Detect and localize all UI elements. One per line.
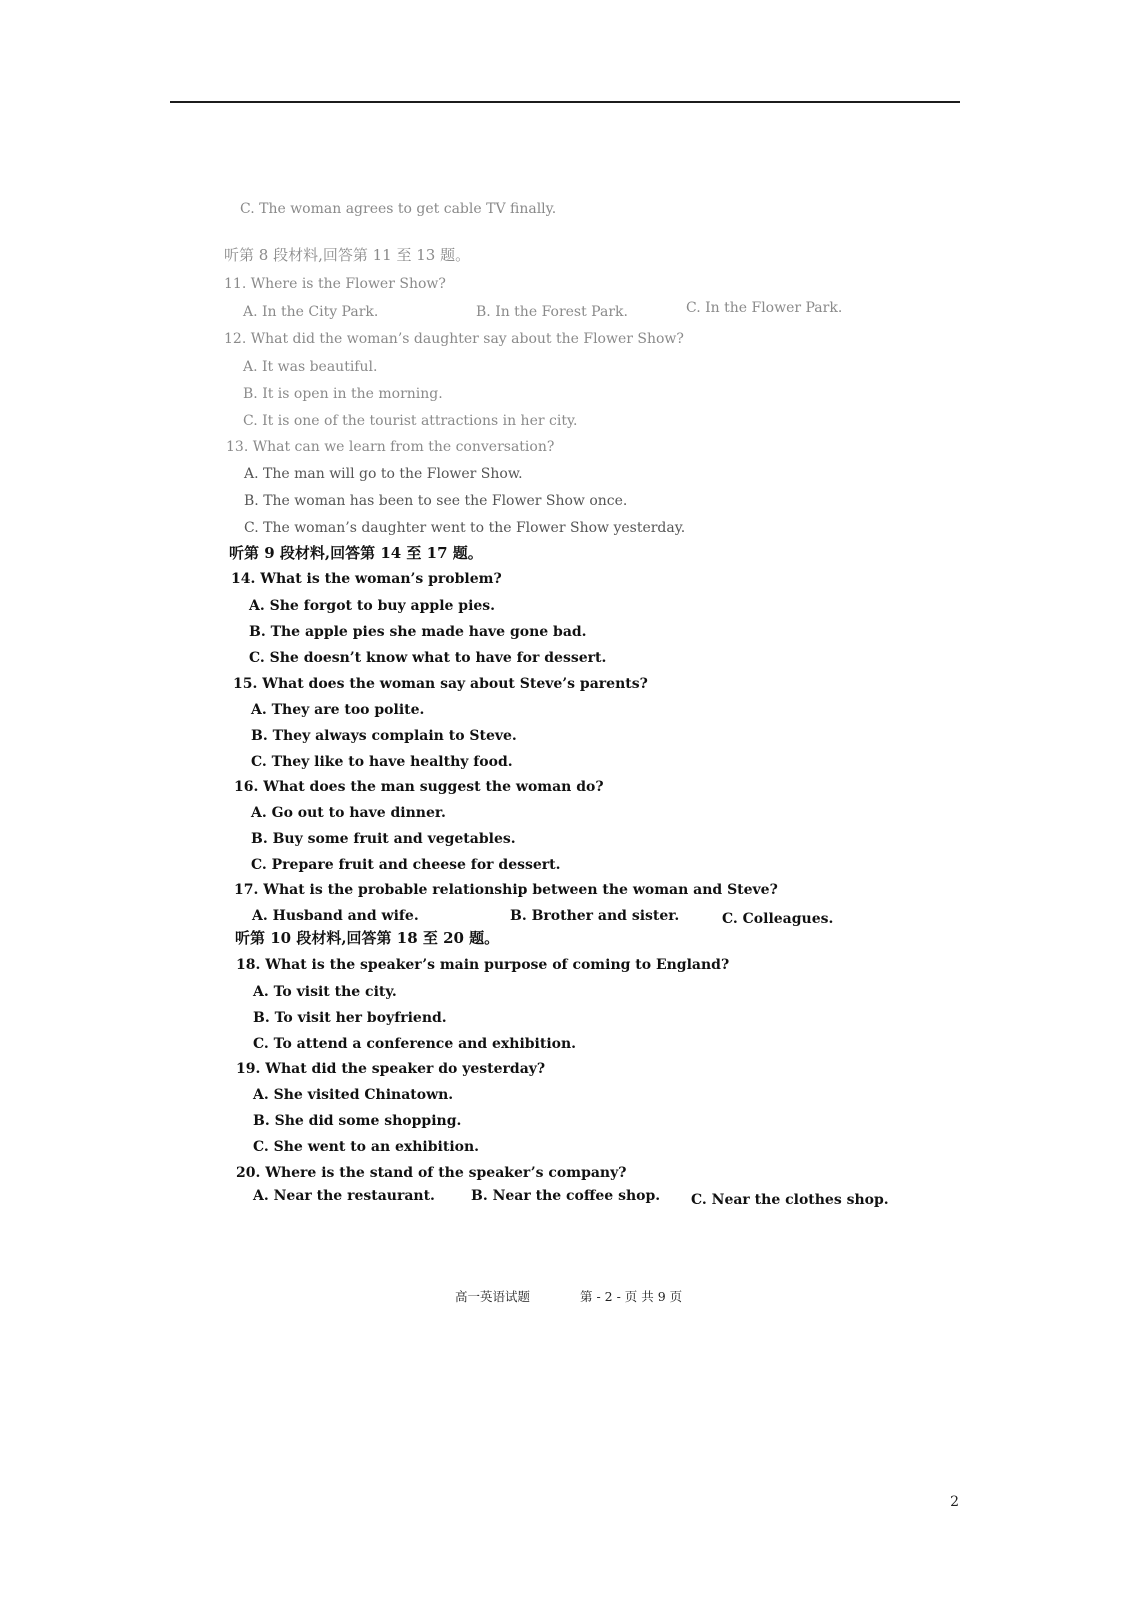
- answer-option: B. Near the coffee shop.: [471, 1188, 661, 1204]
- answer-option: B. They always complain to Steve.: [251, 728, 517, 744]
- footer-page-info: 第 - 2 - 页 共 9 页: [580, 1289, 683, 1304]
- answer-option: C. Near the clothes shop.: [691, 1192, 889, 1208]
- question: 15. What does the woman say about Steve’s parents?: [233, 676, 648, 692]
- answer-option: C. They like to have healthy food.: [251, 754, 513, 770]
- answer-option: C. To attend a conference and exhibition.: [253, 1036, 577, 1052]
- footer-subject: 高一英语试题: [455, 1289, 531, 1304]
- answer-option: B. To visit her boyfriend.: [253, 1010, 447, 1026]
- answer-option: A. Husband and wife.: [252, 908, 419, 924]
- question: 16. What does the man suggest the woman do?: [234, 779, 604, 795]
- answer-option: C. She doesn’t know what to have for dessert.: [249, 650, 607, 666]
- section-heading: 听第 8 段材料,回答第 11 至 13 题。: [224, 246, 471, 264]
- answer-option: B. The apple pies she made have gone bad.: [249, 624, 587, 640]
- answer-option: C. The woman’s daughter went to the Flower Show yesterday.: [244, 520, 686, 536]
- answer-option: B. It is open in the morning.: [243, 386, 443, 402]
- section-heading: 听第 9 段材料,回答第 14 至 17 题。: [229, 544, 483, 562]
- answer-option: A. She visited Chinatown.: [253, 1087, 454, 1103]
- answer-option: A. The man will go to the Flower Show.: [244, 466, 523, 482]
- answer-option: A. In the City Park.: [243, 304, 379, 320]
- question: 14. What is the woman’s problem?: [231, 571, 502, 587]
- answer-option: A. To visit the city.: [253, 984, 397, 1000]
- answer-option: A. They are too polite.: [251, 702, 425, 718]
- answer-option: B. The woman has been to see the Flower Show once.: [244, 493, 628, 509]
- answer-option: B. In the Forest Park.: [476, 304, 628, 320]
- answer-option: C. Colleagues.: [722, 911, 834, 927]
- answer-option: C. It is one of the tourist attractions in her city.: [243, 413, 578, 429]
- answer-option: A. She forgot to buy apple pies.: [249, 598, 496, 614]
- answer-option: A. Near the restaurant.: [253, 1188, 435, 1204]
- question: 18. What is the speaker’s main purpose of coming to England?: [236, 957, 730, 973]
- answer-option: A. Go out to have dinner.: [251, 805, 446, 821]
- section-heading: 听第 10 段材料,回答第 18 至 20 题。: [235, 929, 500, 947]
- question: 12. What did the woman’s daughter say about the Flower Show?: [224, 331, 684, 347]
- answer-option: A. It was beautiful.: [243, 359, 378, 375]
- answer-option: B. She did some shopping.: [253, 1113, 462, 1129]
- answer-option: B. Buy some fruit and vegetables.: [251, 831, 516, 847]
- question: 17. What is the probable relationship between the woman and Steve?: [234, 882, 778, 898]
- answer-option: C. In the Flower Park.: [686, 300, 843, 316]
- question: 11. Where is the Flower Show?: [224, 276, 446, 292]
- answer-option: B. Brother and sister.: [510, 908, 680, 924]
- answer-option: C. She went to an exhibition.: [253, 1139, 480, 1155]
- question: 13. What can we learn from the conversation?: [226, 439, 555, 455]
- answer-option: C. The woman agrees to get cable TV finally.: [240, 201, 557, 217]
- page-number: 2: [950, 1494, 959, 1510]
- header-rule: [170, 101, 960, 103]
- question: 20. Where is the stand of the speaker’s company?: [236, 1165, 627, 1181]
- answer-option: C. Prepare fruit and cheese for dessert.: [251, 857, 561, 873]
- question: 19. What did the speaker do yesterday?: [236, 1061, 546, 1077]
